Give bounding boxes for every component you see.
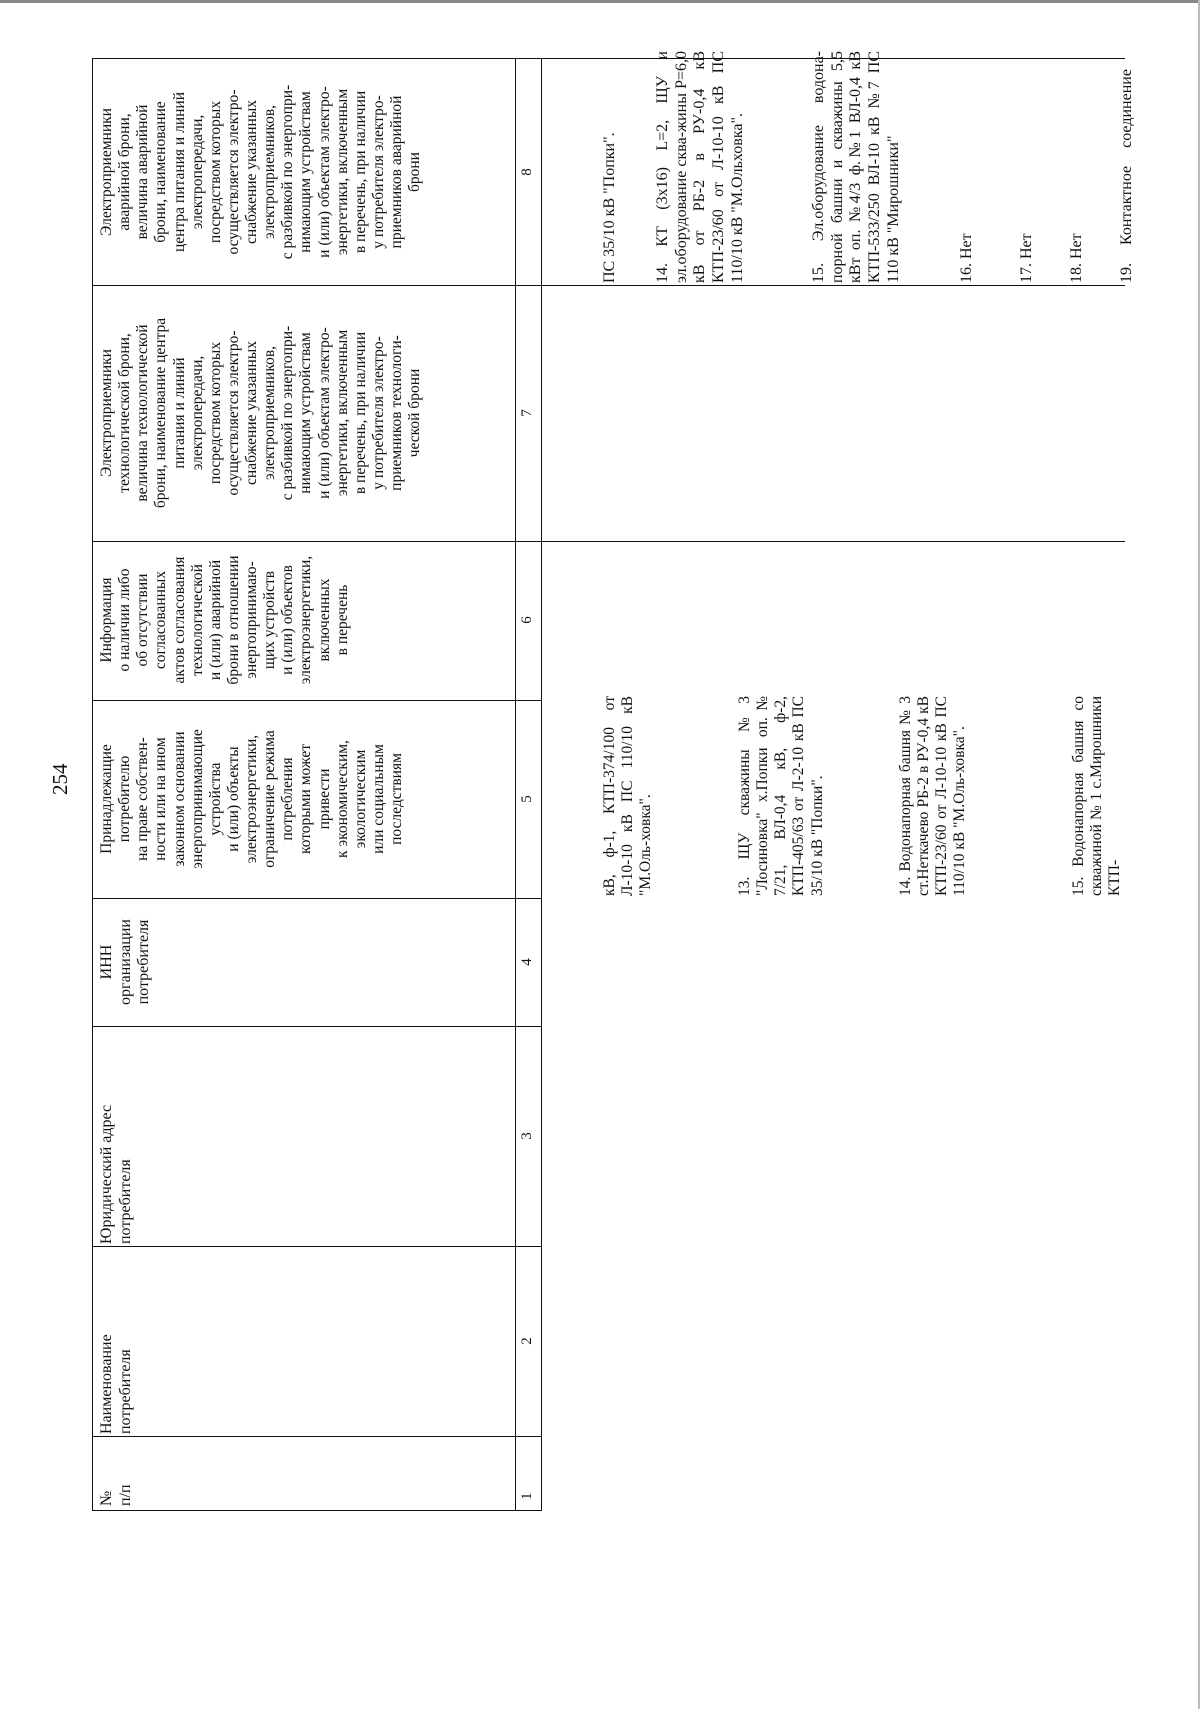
col-sep-5-6	[92, 700, 542, 701]
header-col-1: № п/п	[98, 1484, 134, 1506]
header-col-4: ИНН организации потребителя	[98, 919, 153, 1005]
number-row-bottom	[541, 58, 542, 1510]
col8-entry-4: 16. Нет	[958, 233, 975, 283]
col-sep-2-3	[92, 1246, 542, 1247]
col8-entry-5: 17. Нет	[1018, 233, 1035, 283]
header-col-2: Наименование потребителя	[98, 1334, 134, 1434]
header-col-8: Электроприемники аварийной брони, величина аварийной брони, наименование центра питания и линий электропередачи, посредством которых осуществляется электро- снабжение указанных электроприемников, с разбивкой по энергопри- нимающим устройствам и (или) объектам электро- энергетики, включенным в перечень, при наличии у потребителя электро- приемников аварийной брони	[98, 84, 424, 260]
col8-entry-3: 15. Эл.оборудование водона-порной башни и скважины 5,5 кВт оп. №4/3 ф.№1 ВЛ-0,4 кВ КТП-533/250 ВЛ-10 кВ №7 ПС 110 кВ "Мирошники"	[810, 51, 902, 283]
table-border-bottom	[92, 1510, 542, 1511]
header-col-6: Информация о наличии либо об отсутствии согласованных актов согласования технологической и (или) аварийной брони в отношении энергопринимаю- щих устройств и (или) объектов электроэнергетики, включенных в перечень	[98, 555, 351, 685]
col5-entry-2: 13. ЩУ скважины №3 "Лосиновка" х.Попки оп.№ 7/21, ВЛ-0,4 кВ, ф-2, КТП-405/63 от Л-2-10 кВ ПС 35/10 кВ "Попки".	[736, 696, 826, 896]
col-sep-4-5	[92, 898, 542, 899]
colnum-2: 2	[519, 1337, 535, 1345]
page-number: 254	[48, 763, 72, 795]
scan-top-edge	[0, 0, 1200, 3]
colnum-8: 8	[519, 168, 535, 176]
header-col-3: Юридический адрес потребителя	[98, 1104, 134, 1244]
colnum-4: 4	[519, 958, 535, 966]
table-border-top	[92, 58, 1125, 59]
colnum-7: 7	[519, 409, 535, 417]
col8-entry-7: 19. Контактное соединение	[1118, 69, 1135, 283]
header-row-bottom	[515, 58, 516, 1510]
col-sep-7-8	[92, 285, 1125, 286]
col8-entry-1: ПС 35/10 кВ "Попки".	[601, 132, 618, 283]
table-border-left	[92, 58, 93, 1510]
col-sep-3-4	[92, 1026, 542, 1027]
col8-entry-2: 14. КТ (3х16) L=2, ЩУ и эл.оборудование сква-жины Р=6,0 кВ от РБ-2 в РУ-0,4 кВ КТП-23/60 от Л-10-10 кВ ПС 110/10 кВ "М.Ольховка".	[654, 51, 746, 283]
col-sep-1-2	[92, 1436, 542, 1437]
header-col-7: Электроприемники технологической брони, величина технологической брони, наименование центра питания и линий электропередачи, посредством которых осуществляется электро- снабжение указанных электроприемников, с разбивкой по энергопри- нимающим устройствам и (или) объектам электро- энергетики, включенным в перечень, при наличии у потребителя электро- приемников технологи- ческой брони	[98, 317, 424, 509]
header-col-5: Принадлежащие потребителю на праве собствен- ности или на ином законном основании энергопринимающие устройства и (или) объекты электроэнергетики, ограничение режима потребления которыми может привести к экономическим, экологическим или социальным последствиям	[98, 729, 405, 869]
col5-entry-3: 14. Водонапорная башня № 3 ст.Неткачево РБ-2 в РУ-0,4 кВ КТП-23/60 от Л-10-10 кВ ПС 110/10 кВ "М.Оль-ховка".	[897, 696, 969, 896]
colnum-3: 3	[519, 1132, 535, 1140]
col8-entry-6: 18. Нет	[1068, 233, 1085, 283]
col5-entry-4: 15. Водонапорная башня со скважиной № 1 с.Мирошники КТП-	[1070, 696, 1124, 896]
colnum-5: 5	[519, 795, 535, 803]
colnum-6: 6	[519, 616, 535, 624]
colnum-1: 1	[519, 1492, 535, 1500]
col5-entry-1: кВ, ф-1, КТП-374/100 от Л-10-10 кВ ПС 110/10 кВ "М.Оль-ховка".	[601, 696, 655, 896]
